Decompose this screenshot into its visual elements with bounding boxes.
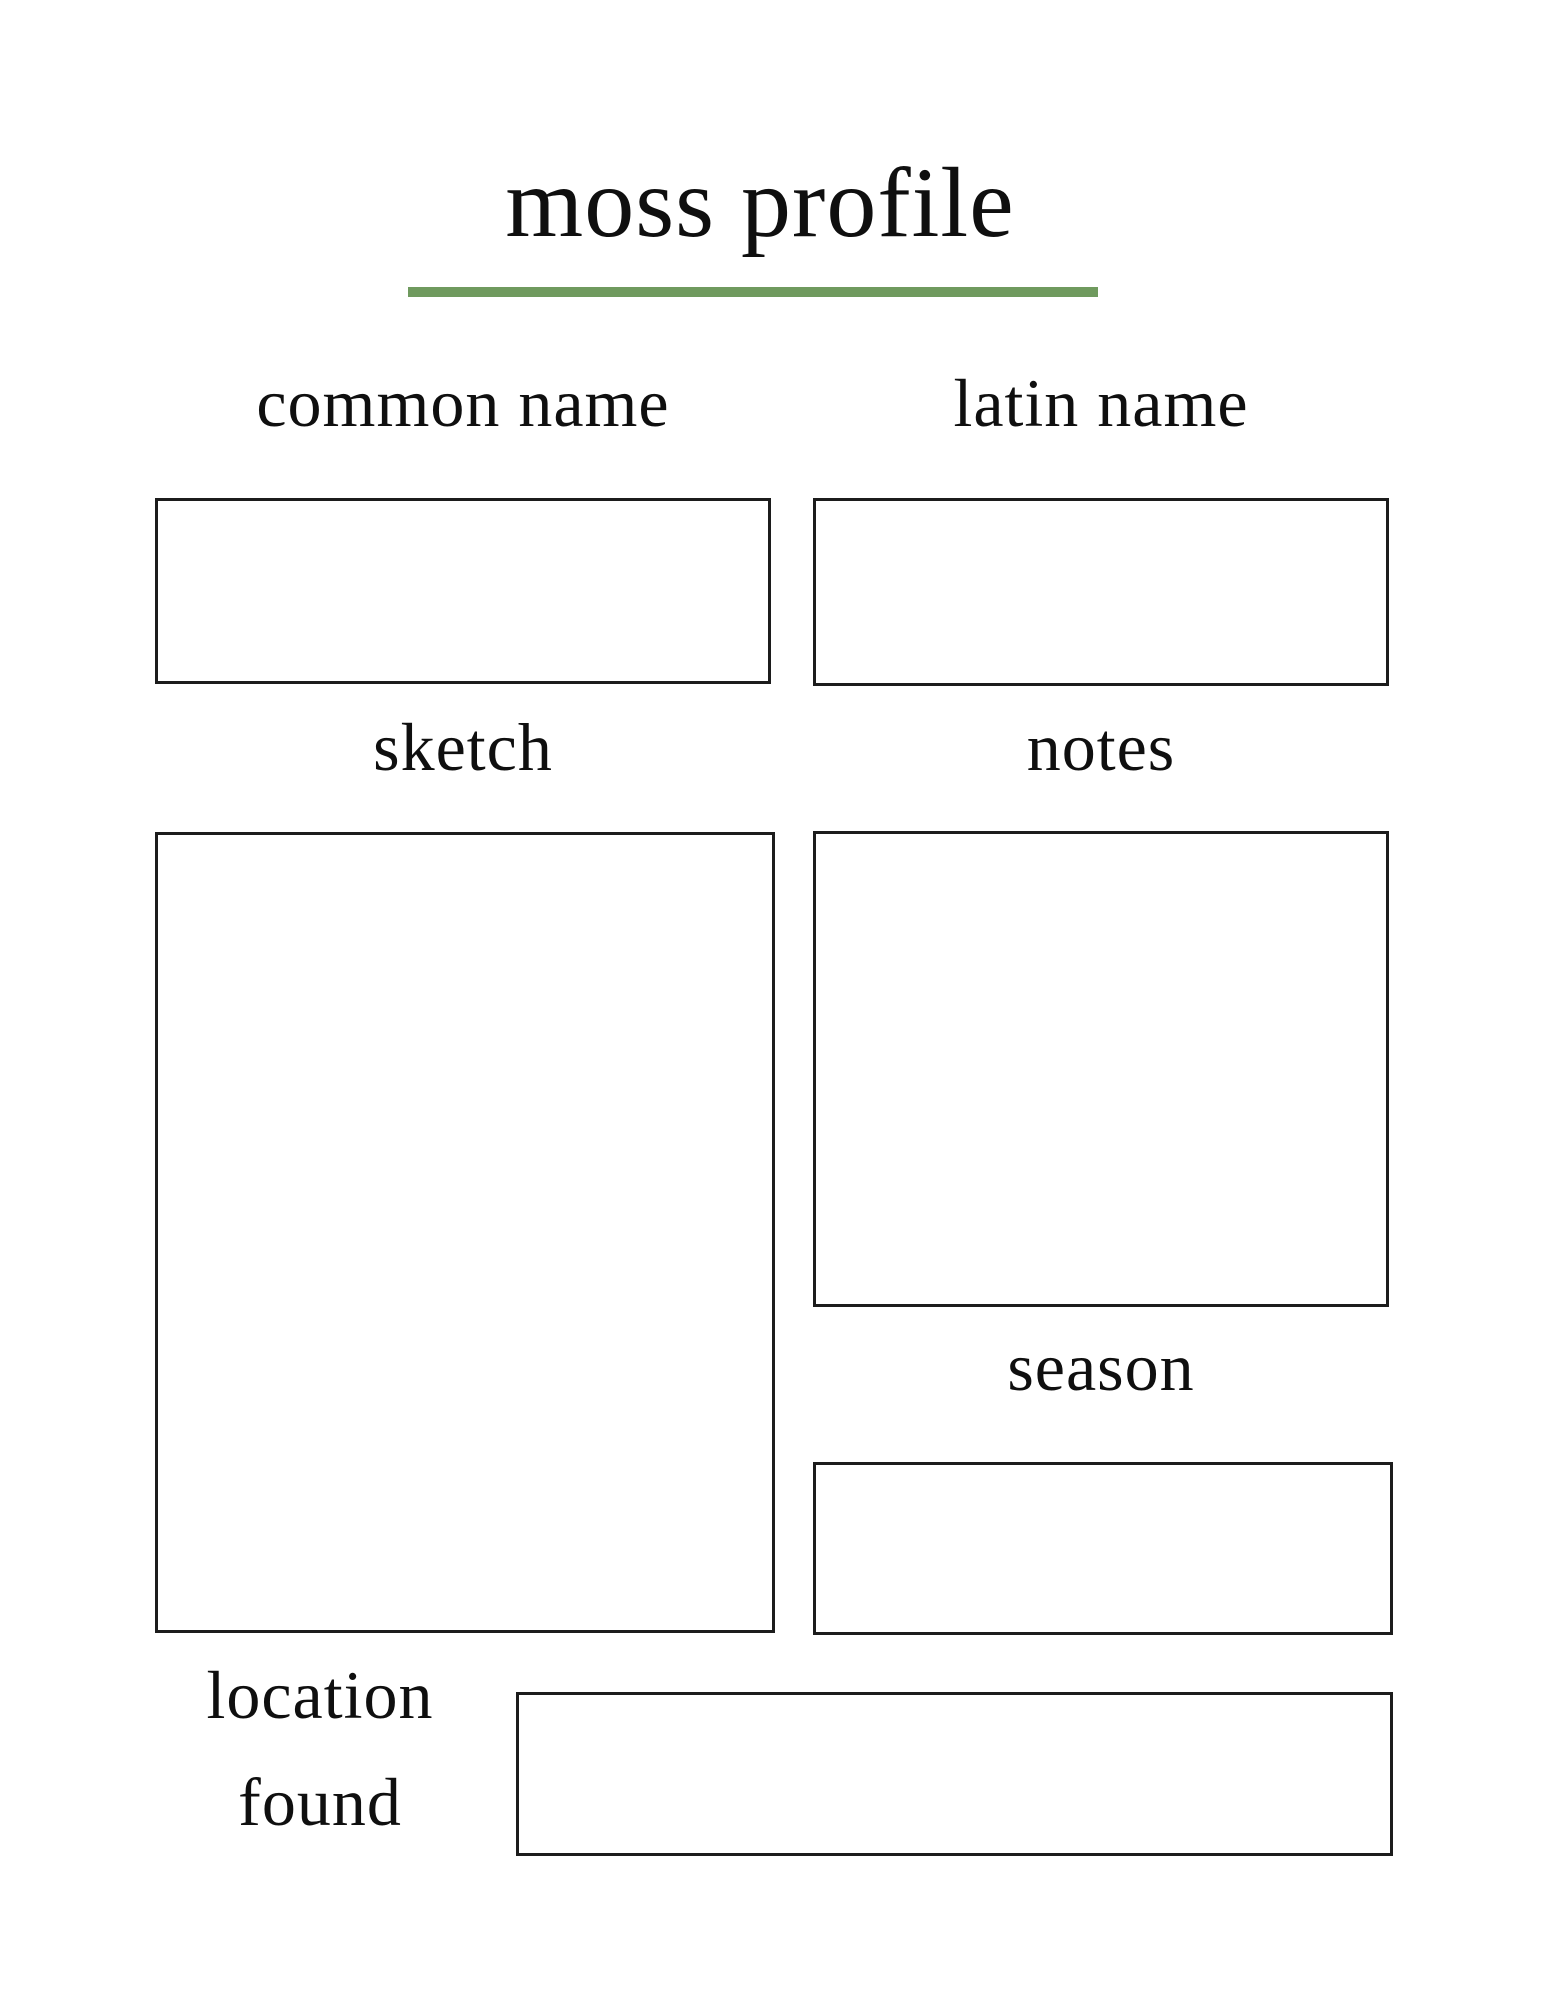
sketch-label: sketch	[373, 709, 553, 785]
season-label: season	[1007, 1329, 1195, 1405]
sketch-drawing-box[interactable]	[155, 832, 775, 1633]
notes-label: notes	[1026, 709, 1176, 785]
title-underline	[408, 287, 1098, 297]
location-found-label-line1: location	[206, 1657, 434, 1733]
latin-name-input-box[interactable]	[813, 498, 1389, 686]
page-title: moss profile	[505, 147, 1015, 258]
notes-input-box[interactable]	[813, 831, 1389, 1307]
location-found-label	[150, 1642, 490, 1857]
common-name-input-box[interactable]	[155, 498, 771, 684]
location-found-label-line2: found	[238, 1764, 402, 1841]
season-input-box[interactable]	[813, 1462, 1393, 1635]
latin-name-label: latin name	[953, 365, 1249, 441]
common-name-label: common name	[256, 365, 670, 441]
location-found-input-box[interactable]	[516, 1692, 1393, 1856]
